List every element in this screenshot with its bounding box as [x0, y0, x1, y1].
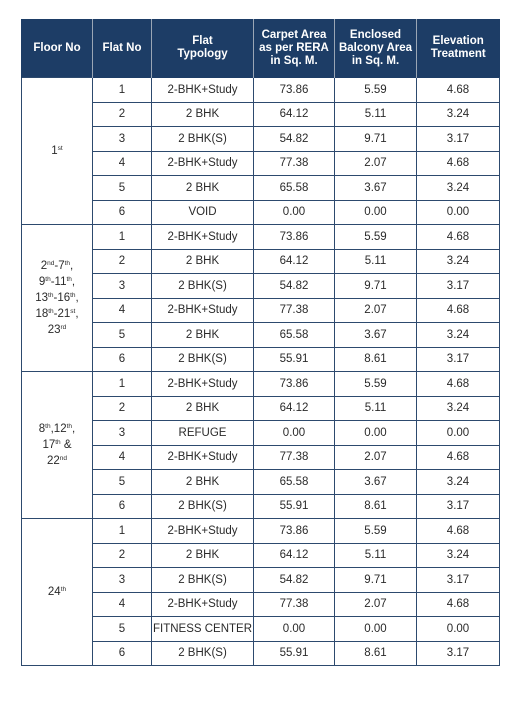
carpet-area-cell: 64.12	[254, 249, 335, 274]
floor-number: 23	[47, 324, 61, 336]
flat-typology-cell: 2 BHK(S)	[152, 568, 254, 593]
table-row	[22, 543, 500, 568]
table-row	[22, 445, 500, 470]
floor-number: 13	[35, 292, 49, 304]
elevation-cell: 3.24	[417, 323, 500, 348]
floor-ordinal-suffix: nd	[59, 455, 68, 462]
table-row	[22, 323, 500, 348]
flat-typology-cell: 2 BHK(S)	[152, 641, 254, 666]
flat-no-cell: 6	[93, 347, 152, 372]
flat-no-cell: 1	[93, 519, 152, 544]
floor-separator: ,	[70, 260, 74, 272]
col-header-carpet-area: Carpet Area as per RERA in Sq. M.	[254, 19, 335, 78]
elevation-cell: 0.00	[417, 200, 500, 225]
balcony-area-cell: 8.61	[335, 347, 417, 372]
flat-typology-cell: 2-BHK+Study	[152, 592, 254, 617]
table-row	[22, 200, 500, 225]
elevation-cell: 3.17	[417, 274, 500, 299]
carpet-area-cell: 64.12	[254, 102, 335, 127]
elevation-cell: 3.24	[417, 176, 500, 201]
elevation-cell: 3.24	[417, 543, 500, 568]
col-header-flat-no: Flat No	[93, 19, 152, 78]
elevation-cell: 3.17	[417, 127, 500, 152]
floor-number: 22	[46, 455, 60, 467]
carpet-area-cell: 77.38	[254, 445, 335, 470]
floor-ordinal-suffix: th	[48, 292, 54, 299]
floor-ordinal-suffix: th	[48, 308, 54, 315]
table-row	[22, 225, 500, 250]
flat-no-cell: 2	[93, 543, 152, 568]
carpet-area-cell: 64.12	[254, 543, 335, 568]
balcony-area-cell: 0.00	[335, 421, 417, 446]
floor-separator: -	[53, 292, 58, 304]
flat-no-cell: 1	[93, 372, 152, 397]
floor-separator: ,	[50, 423, 54, 435]
floor-separator: ,	[75, 308, 79, 320]
floor-number: 18	[35, 308, 49, 320]
table-row	[22, 568, 500, 593]
floor-number: 17	[42, 439, 56, 451]
balcony-area-cell: 0.00	[335, 200, 417, 225]
elevation-cell: 0.00	[417, 617, 500, 642]
elevation-cell: 3.17	[417, 494, 500, 519]
flat-no-cell: 5	[93, 617, 152, 642]
carpet-area-cell: 54.82	[254, 568, 335, 593]
table-row	[22, 151, 500, 176]
table-body	[22, 78, 500, 666]
flat-no-cell: 5	[93, 470, 152, 495]
floor-ordinal-suffix: st	[70, 308, 76, 315]
table-row	[22, 470, 500, 495]
carpet-area-cell: 64.12	[254, 396, 335, 421]
table-row	[22, 176, 500, 201]
balcony-area-cell: 5.59	[335, 519, 417, 544]
floor-ordinal-suffix: th	[45, 276, 51, 283]
flat-no-cell: 4	[93, 298, 152, 323]
balcony-area-cell: 0.00	[335, 617, 417, 642]
floor-number: 21	[57, 308, 71, 320]
flat-no-cell: 6	[93, 494, 152, 519]
floor-ordinal-suffix: rd	[60, 324, 67, 331]
floor-label	[22, 519, 93, 666]
floor-number: 9	[38, 276, 46, 288]
balcony-area-cell: 9.71	[335, 127, 417, 152]
flat-typology-cell: FITNESS CENTER	[152, 617, 254, 642]
floor-separator: ,	[71, 276, 76, 288]
col-header-elevation: Elevation Treatment	[417, 19, 500, 78]
carpet-area-cell: 55.91	[254, 347, 335, 372]
elevation-cell: 4.68	[417, 225, 500, 250]
balcony-area-cell: 2.07	[335, 298, 417, 323]
floor-ordinal-suffix: th	[64, 260, 71, 267]
flat-typology-cell: 2-BHK+Study	[152, 298, 254, 323]
floor-number: 7	[58, 260, 65, 272]
balcony-area-cell: 3.67	[335, 470, 417, 495]
elevation-cell: 4.68	[417, 519, 500, 544]
table-row	[22, 617, 500, 642]
flat-typology-cell: 2 BHK	[152, 176, 254, 201]
balcony-area-cell: 9.71	[335, 274, 417, 299]
col-header-flat-typology: Flat Typology	[152, 19, 254, 78]
flat-typology-cell: 2 BHK	[152, 102, 254, 127]
flat-typology-cell: 2-BHK+Study	[152, 225, 254, 250]
floor-label	[22, 225, 93, 372]
balcony-area-cell: 3.67	[335, 323, 417, 348]
floor-ordinal-suffix: nd	[47, 260, 55, 267]
balcony-area-cell: 5.11	[335, 102, 417, 127]
flat-typology-cell: 2-BHK+Study	[152, 78, 254, 103]
flat-typology-cell: 2 BHK	[152, 543, 254, 568]
flat-no-cell: 3	[93, 568, 152, 593]
table-row	[22, 78, 500, 103]
floor-separator: &	[60, 439, 72, 451]
floor-ordinal-suffix: th	[66, 423, 73, 430]
balcony-area-cell: 3.67	[335, 176, 417, 201]
floor-number: 1	[51, 145, 58, 157]
table-row	[22, 102, 500, 127]
carpet-area-cell: 54.82	[254, 274, 335, 299]
elevation-cell: 4.68	[417, 78, 500, 103]
flat-no-cell: 3	[93, 421, 152, 446]
floor-ordinal-suffix: th	[66, 276, 72, 283]
floor-ordinal-suffix: st	[57, 145, 63, 152]
floor-separator: -	[50, 276, 55, 288]
carpet-area-cell: 65.58	[254, 176, 335, 201]
balcony-area-cell: 2.07	[335, 151, 417, 176]
elevation-cell: 4.68	[417, 445, 500, 470]
balcony-area-cell: 8.61	[335, 641, 417, 666]
balcony-area-cell: 9.71	[335, 568, 417, 593]
balcony-area-cell: 2.07	[335, 592, 417, 617]
carpet-area-cell: 54.82	[254, 127, 335, 152]
floor-ordinal-suffix: th	[70, 292, 76, 299]
header-row	[22, 19, 500, 78]
flat-typology-cell: REFUGE	[152, 421, 254, 446]
carpet-area-cell: 0.00	[254, 200, 335, 225]
balcony-area-cell: 5.59	[335, 225, 417, 250]
floor-label	[22, 372, 93, 519]
flat-typology-cell: 2-BHK+Study	[152, 519, 254, 544]
carpet-area-cell: 0.00	[254, 421, 335, 446]
balcony-area-cell: 8.61	[335, 494, 417, 519]
table-row	[22, 592, 500, 617]
table-row	[22, 298, 500, 323]
elevation-cell: 3.24	[417, 249, 500, 274]
carpet-area-cell: 77.38	[254, 592, 335, 617]
flat-no-cell: 1	[93, 225, 152, 250]
flat-no-cell: 3	[93, 127, 152, 152]
floor-ordinal-suffix: th	[60, 586, 67, 593]
carpet-area-cell: 77.38	[254, 151, 335, 176]
carpet-area-cell: 65.58	[254, 323, 335, 348]
elevation-cell: 4.68	[417, 372, 500, 397]
flat-typology-cell: 2 BHK	[152, 470, 254, 495]
table-row	[22, 372, 500, 397]
flat-no-cell: 5	[93, 323, 152, 348]
floor-number: 2	[40, 260, 48, 272]
flat-no-cell: 1	[93, 78, 152, 103]
flat-typology-cell: 2 BHK(S)	[152, 127, 254, 152]
flat-no-cell: 6	[93, 200, 152, 225]
col-header-balcony-area: Enclosed Balcony Area in Sq. M.	[335, 19, 417, 78]
elevation-cell: 3.17	[417, 347, 500, 372]
balcony-area-cell: 2.07	[335, 445, 417, 470]
floor-number: 12	[53, 423, 67, 435]
table-row	[22, 249, 500, 274]
elevation-cell: 4.68	[417, 298, 500, 323]
carpet-area-cell: 73.86	[254, 372, 335, 397]
elevation-cell: 3.17	[417, 641, 500, 666]
flat-typology-cell: 2 BHK	[152, 323, 254, 348]
floor-ordinal-suffix: th	[45, 423, 51, 430]
elevation-cell: 3.24	[417, 102, 500, 127]
carpet-area-cell: 73.86	[254, 519, 335, 544]
flat-no-cell: 3	[93, 274, 152, 299]
flat-no-cell: 2	[93, 249, 152, 274]
flat-typology-cell: 2 BHK	[152, 396, 254, 421]
floor-separator: -	[54, 260, 59, 272]
balcony-area-cell: 5.11	[335, 249, 417, 274]
balcony-area-cell: 5.11	[335, 543, 417, 568]
carpet-area-cell: 55.91	[254, 494, 335, 519]
balcony-area-cell: 5.59	[335, 78, 417, 103]
floor-ordinal-suffix: th	[55, 439, 61, 446]
balcony-area-cell: 5.59	[335, 372, 417, 397]
elevation-cell: 3.24	[417, 396, 500, 421]
balcony-area-cell: 5.11	[335, 396, 417, 421]
area-table	[21, 19, 500, 666]
floor-number: 16	[57, 292, 71, 304]
table-row	[22, 421, 500, 446]
table-row	[22, 347, 500, 372]
flat-no-cell: 5	[93, 176, 152, 201]
flat-no-cell: 2	[93, 396, 152, 421]
elevation-cell: 3.24	[417, 470, 500, 495]
floor-separator: ,	[72, 423, 76, 435]
floor-separator: ,	[75, 292, 79, 304]
elevation-cell: 4.68	[417, 592, 500, 617]
flat-no-cell: 4	[93, 151, 152, 176]
elevation-cell: 3.17	[417, 568, 500, 593]
table-row	[22, 641, 500, 666]
carpet-area-cell: 73.86	[254, 225, 335, 250]
table-header	[22, 19, 500, 78]
flat-typology-cell: 2-BHK+Study	[152, 445, 254, 470]
elevation-cell: 0.00	[417, 421, 500, 446]
table-row	[22, 127, 500, 152]
flat-typology-cell: VOID	[152, 200, 254, 225]
flat-no-cell: 2	[93, 102, 152, 127]
flat-typology-cell: 2 BHK	[152, 249, 254, 274]
floor-number: 8	[38, 423, 46, 435]
flat-typology-cell: 2-BHK+Study	[152, 372, 254, 397]
table-row	[22, 494, 500, 519]
table-row	[22, 396, 500, 421]
carpet-area-cell: 55.91	[254, 641, 335, 666]
floor-label	[22, 78, 93, 225]
carpet-area-cell: 77.38	[254, 298, 335, 323]
carpet-area-cell: 65.58	[254, 470, 335, 495]
col-header-floor-no: Floor No	[22, 19, 93, 78]
flat-no-cell: 4	[93, 592, 152, 617]
table-row	[22, 274, 500, 299]
flat-typology-cell: 2 BHK(S)	[152, 494, 254, 519]
carpet-area-cell: 0.00	[254, 617, 335, 642]
flat-typology-cell: 2 BHK(S)	[152, 274, 254, 299]
flat-typology-cell: 2 BHK(S)	[152, 347, 254, 372]
floor-number: 11	[54, 276, 67, 288]
floor-separator: -	[53, 308, 58, 320]
flat-no-cell: 6	[93, 641, 152, 666]
floor-number: 24	[47, 586, 61, 598]
flat-no-cell: 4	[93, 445, 152, 470]
flat-typology-cell: 2-BHK+Study	[152, 151, 254, 176]
carpet-area-cell: 73.86	[254, 78, 335, 103]
table-row	[22, 519, 500, 544]
elevation-cell: 4.68	[417, 151, 500, 176]
